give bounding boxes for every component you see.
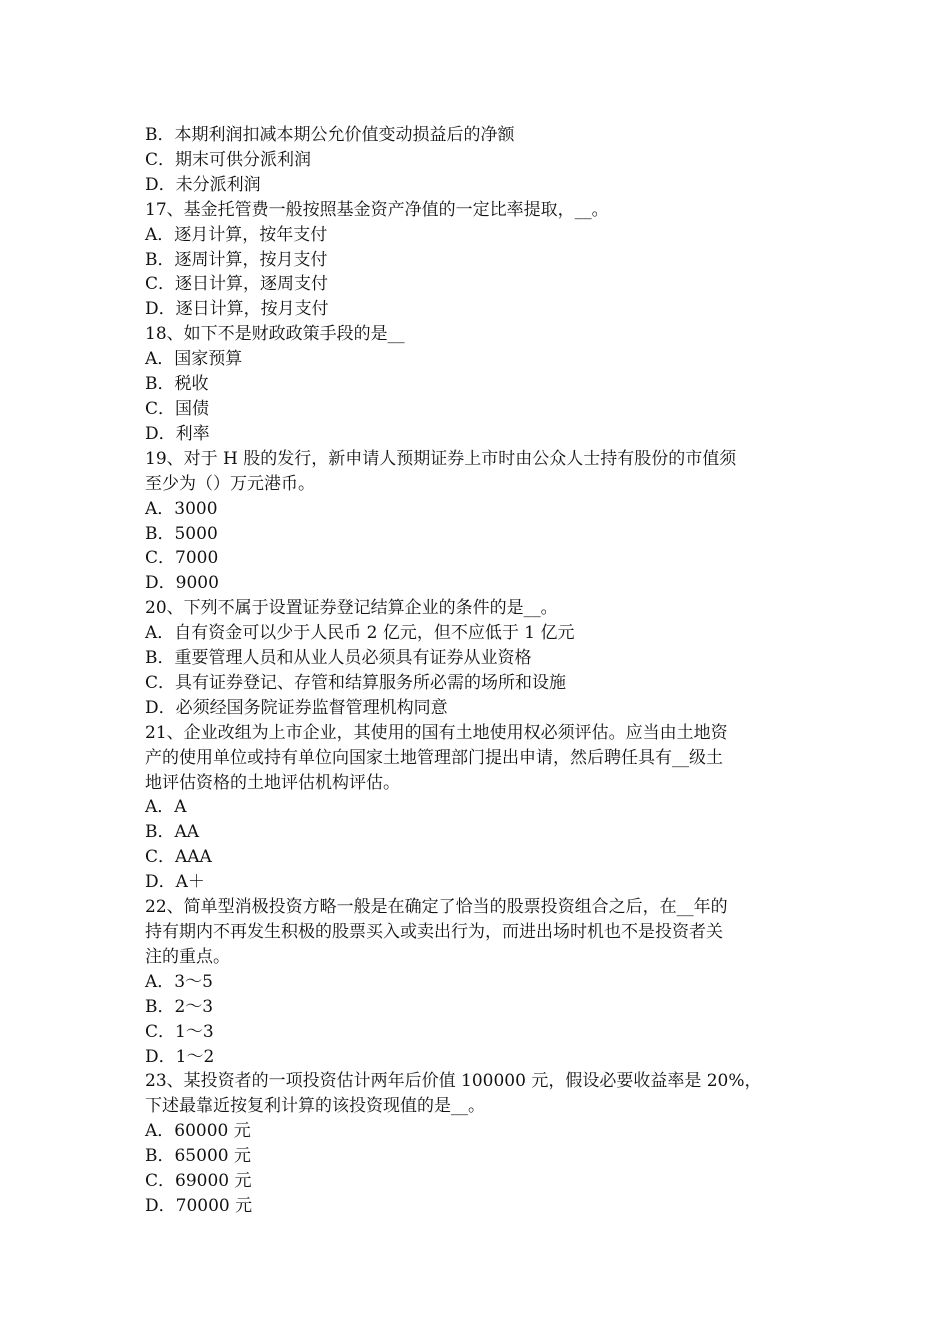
option-line: A．A [145,797,187,818]
question-line: 23、某投资者的一项投资估计两年后价值 100000 元，假设必要收益率是 20%， [145,1071,762,1092]
question-line: 19、对于 H 股的发行，新申请人预期证券上市时由公众人士持有股份的市值须 [145,448,737,469]
option-line: B．重要管理人员和从业人员必须具有证券从业资格 [145,648,532,669]
question-line: 21、企业改组为上市企业，其使用的国有土地使用权必须评估。应当由土地资 [145,722,728,743]
option-line: B．本期利润扣减本期公允价值变动损益后的净额 [145,125,515,145]
question-line: 20、下列不属于设置证券登记结算企业的条件的是__。 [145,598,558,619]
question-line: 地评估资格的土地评估机构评估。 [145,772,400,793]
option-line: B．2～3 [145,996,214,1017]
option-line: C．期末可供分派利润 [145,149,312,170]
option-line: D．1～2 [145,1046,215,1067]
question-line: 17、基金托管费一般按照基金资产净值的一定比率提取，__。 [145,199,609,220]
option-line: C．国债 [145,398,210,419]
option-line: D．逐日计算，按月支付 [145,299,329,320]
question-line: 产的使用单位或持有单位向国家土地管理部门提出申请，然后聘任具有__级土 [145,747,723,768]
option-line: C．1～3 [145,1021,214,1042]
option-line: A．60000 元 [145,1121,251,1142]
option-line: A．自有资金可以少于人民币 2 亿元，但不应低于 1 亿元 [145,623,575,644]
option-line: C．AAA [145,847,212,868]
question-line: 持有期内不再发生积极的股票买入或卖出行为，而进出场时机也不是投资者关 [145,922,723,942]
document-page [145,123,815,1219]
question-line: 注的重点。 [145,946,230,967]
option-line: A．3～5 [145,971,213,992]
question-line: 至少为（）万元港币。 [145,473,315,494]
option-line: B．逐周计算，按月支付 [145,249,328,270]
option-line: C．具有证券登记、存管和结算服务所必需的场所和设施 [145,672,567,693]
question-line: 18、如下不是财政政策手段的是__ [145,324,405,345]
option-line: B．65000 元 [145,1146,251,1167]
question-line: 22、简单型消极投资方略一般是在确定了恰当的股票投资组合之后，在__年的 [145,897,728,918]
option-line: D．9000 [145,573,219,594]
option-line: A．逐月计算，按年支付 [145,224,328,245]
option-line: D．A＋ [145,872,205,893]
option-line: B．5000 [145,523,218,544]
option-line: B．AA [145,822,200,843]
option-line: A．国家预算 [145,349,243,370]
option-line: C．逐日计算，逐周支付 [145,274,329,295]
option-line: D．未分派利润 [145,174,261,195]
option-line: C．69000 元 [145,1171,252,1192]
option-line: D．70000 元 [145,1195,253,1216]
option-line: A．3000 [145,498,218,519]
option-line: B．税收 [145,374,209,395]
option-line: D．必须经国务院证券监督管理机构同意 [145,697,448,718]
question-line: 下述最靠近按复利计算的该投资现值的是__。 [145,1096,485,1117]
option-line: C．7000 [145,548,219,569]
option-line: D．利率 [145,423,210,444]
